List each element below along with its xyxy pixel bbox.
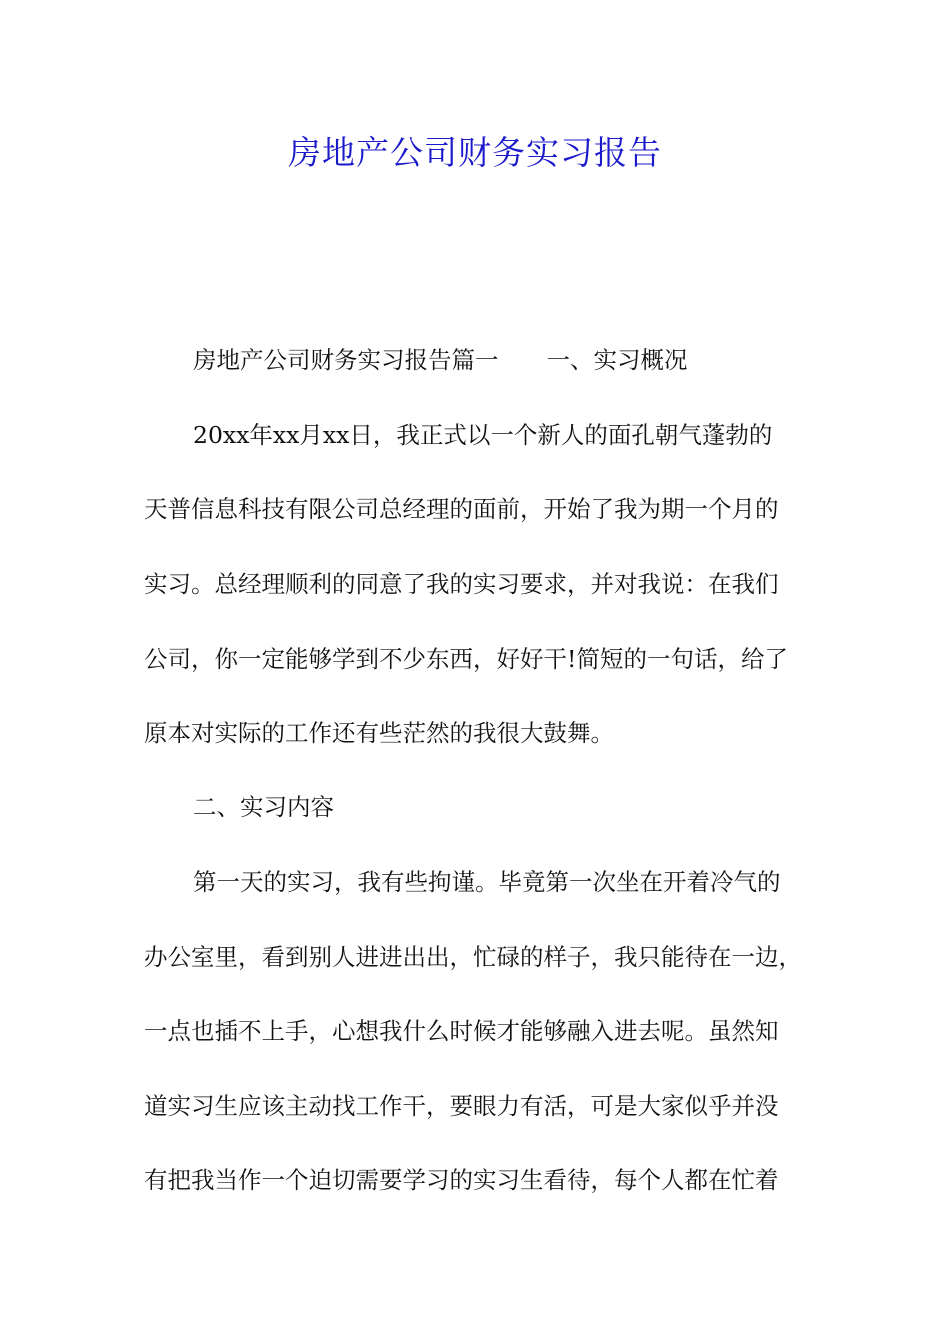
body-line: 实习。总经理顺利的同意了我的实习要求，并对我说：在我们 [144, 570, 779, 598]
document-title: 房地产公司财务实习报告 [288, 133, 662, 172]
section-heading: 房地产公司财务实习报告篇一 [193, 346, 499, 374]
section-heading: 二、实习内容 [193, 793, 334, 821]
body-line: 有把我当作一个迫切需要学习的实习生看待，每个人都在忙着 [144, 1166, 779, 1194]
body-line: 道实习生应该主动找工作干，要眼力有活，可是大家似乎并没 [144, 1092, 779, 1120]
section-heading: 一、实习概况 [546, 346, 688, 374]
body-line [193, 340, 688, 380]
body-line: 第一天的实习，我有些拘谨。毕竟第一次坐在开着冷气的 [193, 868, 781, 896]
body-line: 一点也插不上手，心想我什么时候才能够融入进去呢。虽然知 [144, 1017, 779, 1045]
body-line: 20xx年xx月xx日，我正式以一个新人的面孔朝气蓬勃的 [193, 421, 773, 449]
body-line: 公司，你一定能够学到不少东西，好好干!简短的一句话，给了 [144, 645, 788, 673]
body-line: 原本对实际的工作还有些茫然的我很大鼓舞。 [144, 719, 614, 747]
body-line: 办公室里，看到别人进进出出，忙碌的样子，我只能待在一边， [144, 943, 802, 971]
body-line: 天普信息科技有限公司总经理的面前，开始了我为期一个月的 [144, 495, 779, 523]
